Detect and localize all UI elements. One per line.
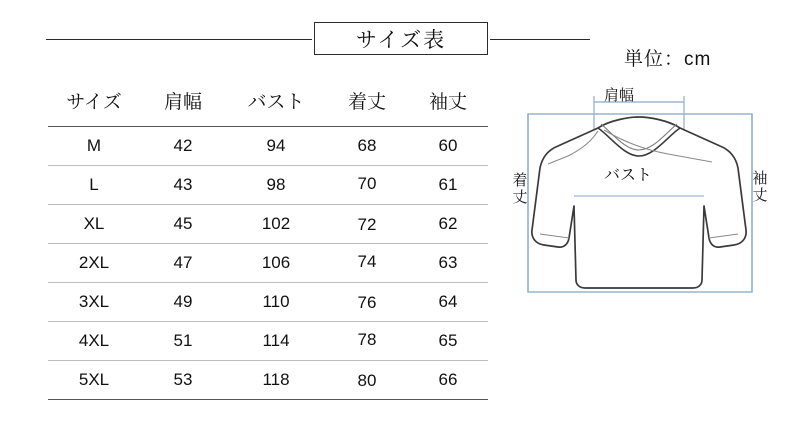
cell-size: 3XL [48, 283, 140, 322]
cell-length: 76 [326, 284, 408, 323]
table-row [48, 127, 488, 166]
unit-label: 単位：cm [624, 49, 712, 70]
column-header-size: サイズ [48, 80, 140, 127]
garment-body-outline [532, 117, 746, 288]
diagram-label-length: 着丈 [512, 172, 528, 206]
garment-diagram-svg [506, 84, 788, 314]
cell-shoulder: 47 [140, 244, 226, 283]
cell-sleeve: 64 [408, 283, 488, 322]
cell-bust: 106 [226, 244, 326, 283]
cell-shoulder: 42 [140, 127, 226, 166]
cell-size: 2XL [48, 244, 140, 283]
cell-length: 68 [326, 127, 408, 166]
column-header-length: 着丈 [326, 80, 408, 127]
cell-sleeve: 66 [408, 361, 488, 400]
table-row [48, 322, 488, 361]
cell-bust: 110 [226, 283, 326, 322]
cell-bust: 102 [226, 205, 326, 244]
cell-shoulder: 51 [140, 322, 226, 361]
column-header-shoulder: 肩幅 [140, 80, 226, 127]
cell-shoulder: 53 [140, 361, 226, 400]
title-rule-left [46, 39, 312, 40]
cell-bust: 118 [226, 361, 326, 400]
cell-length: 80 [326, 362, 408, 401]
cell-shoulder: 45 [140, 205, 226, 244]
diagram-label-bust: バスト [604, 167, 653, 184]
cell-sleeve: 61 [408, 166, 488, 205]
diagram-label-shoulder: 肩幅 [604, 87, 635, 104]
cell-size: 4XL [48, 322, 140, 361]
cell-size: L [48, 166, 140, 205]
cell-bust: 94 [226, 127, 326, 166]
table-header-row [48, 80, 488, 127]
cell-length: 78 [326, 321, 408, 360]
table-row [48, 361, 488, 400]
cell-shoulder: 49 [140, 283, 226, 322]
cell-sleeve: 65 [408, 322, 488, 361]
cell-length: 74 [326, 243, 408, 282]
table-row [48, 166, 488, 205]
table-row [48, 244, 488, 283]
cell-length: 72 [326, 206, 408, 245]
size-table-area [48, 80, 488, 400]
title-rule-right [490, 39, 590, 40]
page-title: サイズ表 [355, 28, 447, 52]
cell-sleeve: 62 [408, 205, 488, 244]
garment-diagram [506, 84, 788, 314]
cell-shoulder: 43 [140, 166, 226, 205]
cell-bust: 114 [226, 322, 326, 361]
cell-bust: 98 [226, 166, 326, 205]
table-row [48, 283, 488, 322]
column-header-sleeve: 袖丈 [408, 80, 488, 127]
cell-sleeve: 63 [408, 244, 488, 283]
column-header-bust: バスト [226, 80, 326, 127]
cell-length: 70 [326, 165, 408, 204]
cell-size: 5XL [48, 361, 140, 400]
size-table [48, 80, 488, 400]
cell-size: XL [48, 205, 140, 244]
cell-size: M [48, 127, 140, 166]
diagram-label-sleeve: 袖丈 [752, 170, 768, 204]
page-title-box [314, 22, 488, 55]
cell-sleeve: 60 [408, 127, 488, 166]
table-row [48, 205, 488, 244]
